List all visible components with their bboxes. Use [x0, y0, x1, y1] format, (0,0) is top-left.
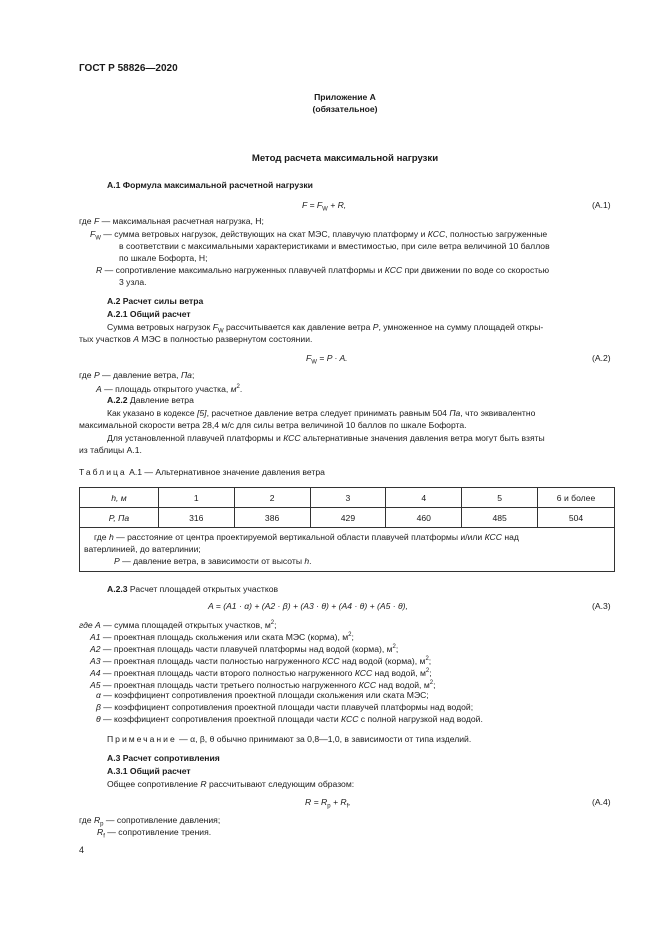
where-a2-line2: А — площадь открытого участка, $м^2$. [96, 383, 243, 394]
table-cell: 316 [158, 508, 234, 528]
where-a3-line: α — коэффициент сопротивления проектной площади скольжения или ската МЭС; [96, 690, 429, 700]
para-a31: Общее сопротивление R рассчитывают следующим образом: [107, 779, 355, 789]
where-a3-line: A5 — проектная площадь части третьего полностью нагруженного КСС над водой, $м^2$; [90, 679, 436, 690]
where-a1-line2: $F_W$ — сумма ветровых нагрузок, действующих на скат МЭС, плавучую платформу и КСС, полностью загруженные [90, 229, 548, 242]
page-number: 4 [79, 845, 85, 855]
table-row [80, 508, 615, 528]
table-cell: 386 [234, 508, 310, 528]
section-a2-title: А.2 Расчет силы ветра [107, 296, 204, 306]
section-a21-title: А.2.1 Общий расчет [107, 309, 191, 319]
table-cell: 6 и более [538, 488, 615, 508]
section-a1-title: А.1 Формула максимальной расчетной нагрузки [107, 180, 313, 190]
section-a22-title: А.2.2 Давление ветра [107, 395, 194, 405]
para-a22-line1: Как указано в кодексе [5], расчетное давление ветра следует принимать равным 504 Па, что эквивалентно [107, 408, 536, 418]
table-cell: P, Па [80, 508, 159, 528]
where-a1-line6: 3 узла. [119, 277, 147, 287]
where-a3-line: где A — сумма площадей открытых участков, $м^2$; [79, 619, 277, 630]
equation-a3: A = (A1 · α) + (A2 · β) + (A3 · θ) + (A4 · θ) + (A5 · θ), [208, 601, 408, 611]
document-id: ГОСТ Р 58826—2020 [79, 63, 178, 74]
where-a3-line: β — коэффициент сопротивления проектной площади части плавучей платформы над водой; [96, 702, 474, 712]
main-title: Метод расчета максимальной нагрузки [251, 153, 439, 164]
where-a1-line3: в соответствии с максимальными характеристиками и вместимостью, при силе ветра величиной 10 баллов [119, 241, 550, 251]
table-cell: 485 [462, 508, 538, 528]
equation-a1: $F = F_W + R$, [302, 200, 347, 213]
equation-a2: $F_W = P \cdot A$. [306, 353, 348, 366]
appendix-title: Приложение А [314, 92, 376, 102]
where-a3-line: A1 — проектная площадь скольжения или ската МЭС (корма), $м^2$; [90, 631, 354, 642]
table-note-line2: ватерлинией, до ватерлинии; [84, 544, 201, 554]
para-a22-line3: Для установленной плавучей платформы и КСС альтернативные значения давления ветра могут быть взяты [107, 433, 545, 443]
where-a1-line4: по шкале Бофорта, Н; [119, 253, 208, 263]
para-a22-line4: из таблицы А.1. [79, 445, 142, 455]
table-cell: 429 [310, 508, 386, 528]
where-a4-line2: $R_f$ — сопротивление трения. [97, 827, 212, 840]
note-a23: Примечание — α, β, θ обычно принимают за 0,8—1,0, в зависимости от типа изделий. [107, 734, 472, 744]
table-cell: 2 [234, 488, 310, 508]
where-a3-line: A2 — проектная площадь части плавучей платформы над водой (корма), $м^2$; [90, 643, 399, 654]
wind-pressure-table [79, 487, 615, 528]
table-cell: h, м [80, 488, 159, 508]
para-a21-line1: Сумма ветровых нагрузок $F_W$ рассчитывается как давление ветра P, умноженное на сумму площадей откры- [107, 322, 544, 335]
section-a31-title: А.3.1 Общий расчет [107, 766, 191, 776]
where-a1-line5: R — сопротивление максимально нагруженных плавучей платформы и КСС при движении по воде со скоростью [96, 265, 550, 275]
where-a3-line: θ — коэффициент сопротивления проектной площади части КСС с полной нагрузкой над водой. [96, 714, 483, 724]
where-a3-line: A4 — проектная площадь части второго полностью нагруженного КСС над водой, $м^2$; [90, 667, 432, 678]
table-cell: 4 [386, 488, 462, 508]
table-caption: Таблица А.1 — Альтернативное значение давления ветра [79, 467, 325, 477]
equation-a4: $R = R_p + R_f$, [305, 797, 351, 810]
table-cell: 3 [310, 488, 386, 508]
para-a21-line2: тых участков А МЭС в полностью развернутом состоянии. [79, 334, 313, 344]
para-a22-line2: максимальной скорости ветра 28,4 м/с для силы ветра величиной 10 баллов по шкале Бофорта. [79, 420, 467, 430]
section-a23-title: А.2.3 Расчет площадей открытых участков [107, 584, 279, 594]
equation-a2-number: (А.2) [592, 353, 611, 363]
table-cell: 460 [386, 508, 462, 528]
table-cell: 1 [158, 488, 234, 508]
table-note-line1: где h — расстояние от центра проектируемой вертикальной области плавучей платформы и/или КСС над [94, 532, 519, 542]
table-row [80, 488, 615, 508]
equation-a4-number: (А.4) [592, 797, 611, 807]
table-cell: 5 [462, 488, 538, 508]
appendix-subtitle: (обязательное) [312, 104, 378, 114]
where-a4-line1: где $R_p$ — сопротивление давления; [79, 815, 221, 828]
section-a3-title: А.3 Расчет сопротивления [107, 753, 220, 763]
table-note-line3: P — давление ветра, в зависимости от высоты h. [114, 556, 312, 566]
where-a3-line: A3 — проектная площадь части полностью нагруженного КСС над водой (корма), $м^2$; [90, 655, 432, 666]
equation-a3-number: (А.3) [592, 601, 611, 611]
equation-a1-number: (А.1) [592, 200, 611, 210]
table-cell: 504 [538, 508, 615, 528]
where-a1-line1: где F — максимальная расчетная нагрузка, Н; [79, 216, 264, 226]
where-a2-line1: где P — давление ветра, Па; [79, 370, 195, 380]
